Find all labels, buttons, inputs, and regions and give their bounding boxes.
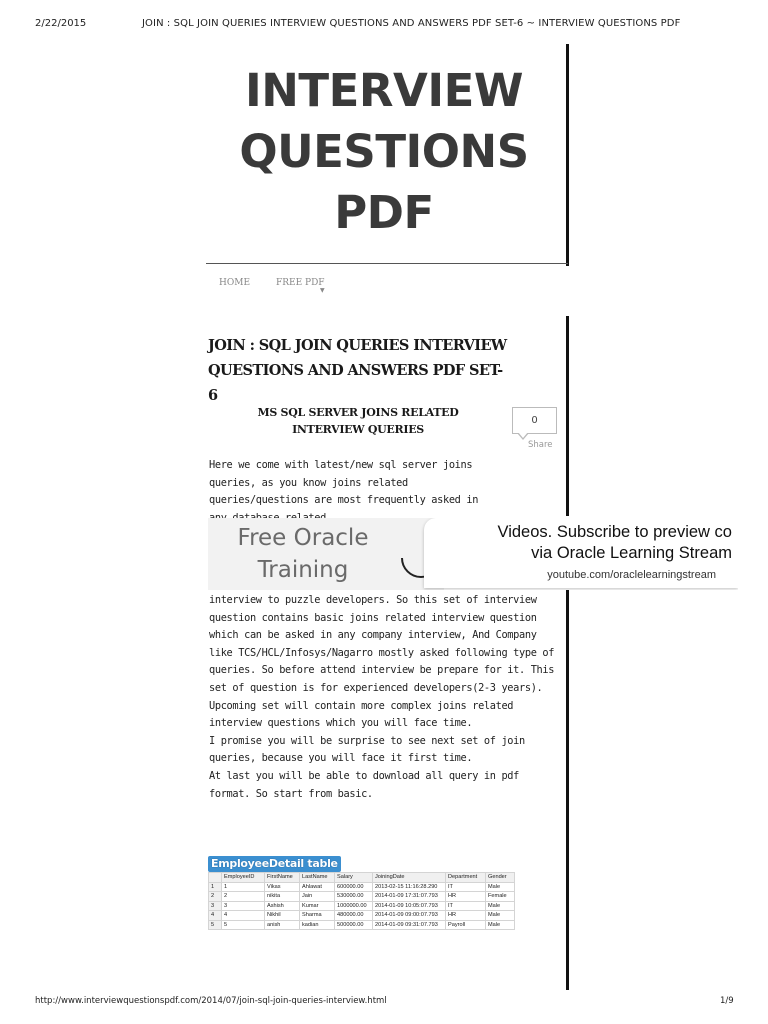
table-cell: Sharma bbox=[300, 911, 335, 921]
table-cell: 2 bbox=[222, 892, 265, 902]
site-title-line: QUESTIONS bbox=[239, 125, 529, 178]
table-header-cell: FirstName bbox=[265, 873, 300, 883]
table-cell: 5 bbox=[222, 920, 265, 930]
vertical-divider bbox=[566, 44, 569, 266]
table-cell: HR bbox=[446, 911, 486, 921]
table-header-cell: JoiningDate bbox=[373, 873, 446, 883]
table-cell: 2013-02-15 11:16:28.290 bbox=[373, 882, 446, 892]
table-cell: IT bbox=[446, 901, 486, 911]
table-cell: 4 bbox=[222, 911, 265, 921]
table-cell: 2014-01-09 10:05:07.793 bbox=[373, 901, 446, 911]
table-cell: anish bbox=[265, 920, 300, 930]
nav-free-pdf-link[interactable]: FREE PDF bbox=[276, 278, 325, 288]
post-body bbox=[209, 592, 561, 803]
table-cell: Ahlawat bbox=[300, 882, 335, 892]
table-cell: 480000.00 bbox=[335, 911, 373, 921]
post-paragraph: Upcoming set will contain more complex joins related interview questions which you will face time. bbox=[209, 699, 514, 730]
table-cell: Male bbox=[486, 901, 515, 911]
table-cell: Male bbox=[486, 911, 515, 921]
table-cell: Male bbox=[486, 882, 515, 892]
post-paragraph: I promise you will be surprise to see next set of join queries, because you will face it first time. bbox=[209, 734, 525, 765]
table-cell: Nikhil bbox=[265, 911, 300, 921]
table-header-row bbox=[209, 873, 515, 883]
post-paragraph: At last you will be able to download all query in pdf format. So start from basic. bbox=[209, 769, 520, 800]
table-header-cell bbox=[209, 873, 222, 883]
employee-detail-table bbox=[208, 872, 515, 930]
site-title-line: PDF bbox=[334, 186, 434, 239]
table-cell: 2014-01-09 17:31:07.793 bbox=[373, 892, 446, 902]
table-caption: EmployeeDetail table bbox=[208, 856, 341, 872]
table-cell: 2014-01-09 09:31:07.793 bbox=[373, 920, 446, 930]
chevron-down-icon[interactable]: ▼ bbox=[320, 287, 325, 294]
share-label[interactable]: Share bbox=[528, 440, 553, 450]
table-cell: nikita bbox=[265, 892, 300, 902]
post-paragraph: interview to puzzle developers. So this set of interview question contains basic joins related interview question which can be asked in any company interview, And Company like TCS/HCL/Infosys/Nagarro mostly asked following type of queries. So before attend interview be prepare for it. This set of question is for experienced developers(2-3 years). bbox=[209, 594, 555, 694]
table-header-cell: Department bbox=[446, 873, 486, 883]
table-cell: Ashish bbox=[265, 901, 300, 911]
table-cell: Jain bbox=[300, 892, 335, 902]
ad-url[interactable]: youtube.com/oraclelearningstream bbox=[547, 569, 716, 581]
table-cell: Male bbox=[486, 920, 515, 930]
employee-table-image bbox=[208, 856, 540, 938]
table-cell: 5 bbox=[209, 920, 222, 930]
section-heading: MS SQL SERVER JOINS RELATED INTERVIEW QUERIES bbox=[257, 406, 459, 436]
table-row bbox=[209, 882, 515, 892]
ad-left-text: Free Oracle Training bbox=[237, 525, 369, 583]
table-header-cell: EmployeeID bbox=[222, 873, 265, 883]
table-cell: Female bbox=[486, 892, 515, 902]
post-intro bbox=[209, 457, 499, 527]
header-rule bbox=[206, 263, 568, 264]
table-row bbox=[209, 892, 515, 902]
vertical-divider bbox=[566, 588, 569, 990]
table-cell: IT bbox=[446, 882, 486, 892]
table-header-cell: Salary bbox=[335, 873, 373, 883]
table-cell: 530000.00 bbox=[335, 892, 373, 902]
print-footer-url: http://www.interviewquestionspdf.com/2014/07/join-sql-join-queries-interview.html bbox=[35, 996, 387, 1006]
table-cell: 2014-01-09 09:00:07.793 bbox=[373, 911, 446, 921]
table-row bbox=[209, 901, 515, 911]
table-header-cell: Gender bbox=[486, 873, 515, 883]
table-cell: 1 bbox=[222, 882, 265, 892]
ad-headline: Videos. Subscribe to preview co bbox=[497, 523, 732, 541]
vertical-divider bbox=[566, 316, 569, 516]
site-title-line: INTERVIEW bbox=[245, 64, 523, 117]
table-row bbox=[209, 920, 515, 930]
table-cell: 500000.00 bbox=[335, 920, 373, 930]
table-cell: 3 bbox=[209, 901, 222, 911]
post-paragraph: Here we come with latest/new sql server joins queries, as you know joins related queries/questions are most frequently asked in bbox=[209, 459, 479, 507]
nav-home-link[interactable]: HOME bbox=[219, 278, 251, 288]
table-header-cell: LastName bbox=[300, 873, 335, 883]
table-cell: 1000000.00 bbox=[335, 901, 373, 911]
table-row bbox=[209, 911, 515, 921]
print-page-title: JOIN : SQL JOIN QUERIES INTERVIEW QUESTIONS AND ANSWERS PDF SET-6 ~ INTERVIEW QUESTIONS PDF bbox=[142, 18, 681, 29]
post-title: JOIN : SQL JOIN QUERIES INTERVIEW QUESTIONS AND ANSWERS PDF SET-6 bbox=[208, 337, 507, 404]
print-date: 2/22/2015 bbox=[35, 18, 87, 29]
table-cell: 1 bbox=[209, 882, 222, 892]
share-count-button[interactable]: 0 bbox=[512, 407, 557, 434]
table-cell: 4 bbox=[209, 911, 222, 921]
table-cell: kadian bbox=[300, 920, 335, 930]
table-cell: Vikas bbox=[265, 882, 300, 892]
site-title[interactable] bbox=[206, 60, 562, 243]
table-cell: 2 bbox=[209, 892, 222, 902]
print-page-number: 1/9 bbox=[720, 996, 734, 1006]
ad-subheadline: via Oracle Learning Stream bbox=[531, 544, 732, 562]
table-cell: 600000.00 bbox=[335, 882, 373, 892]
table-cell: HR bbox=[446, 892, 486, 902]
ad-video-card[interactable] bbox=[424, 518, 738, 588]
table-cell: Payroll bbox=[446, 920, 486, 930]
table-cell: Kumar bbox=[300, 901, 335, 911]
table-cell: 3 bbox=[222, 901, 265, 911]
ad-banner[interactable] bbox=[208, 518, 738, 590]
